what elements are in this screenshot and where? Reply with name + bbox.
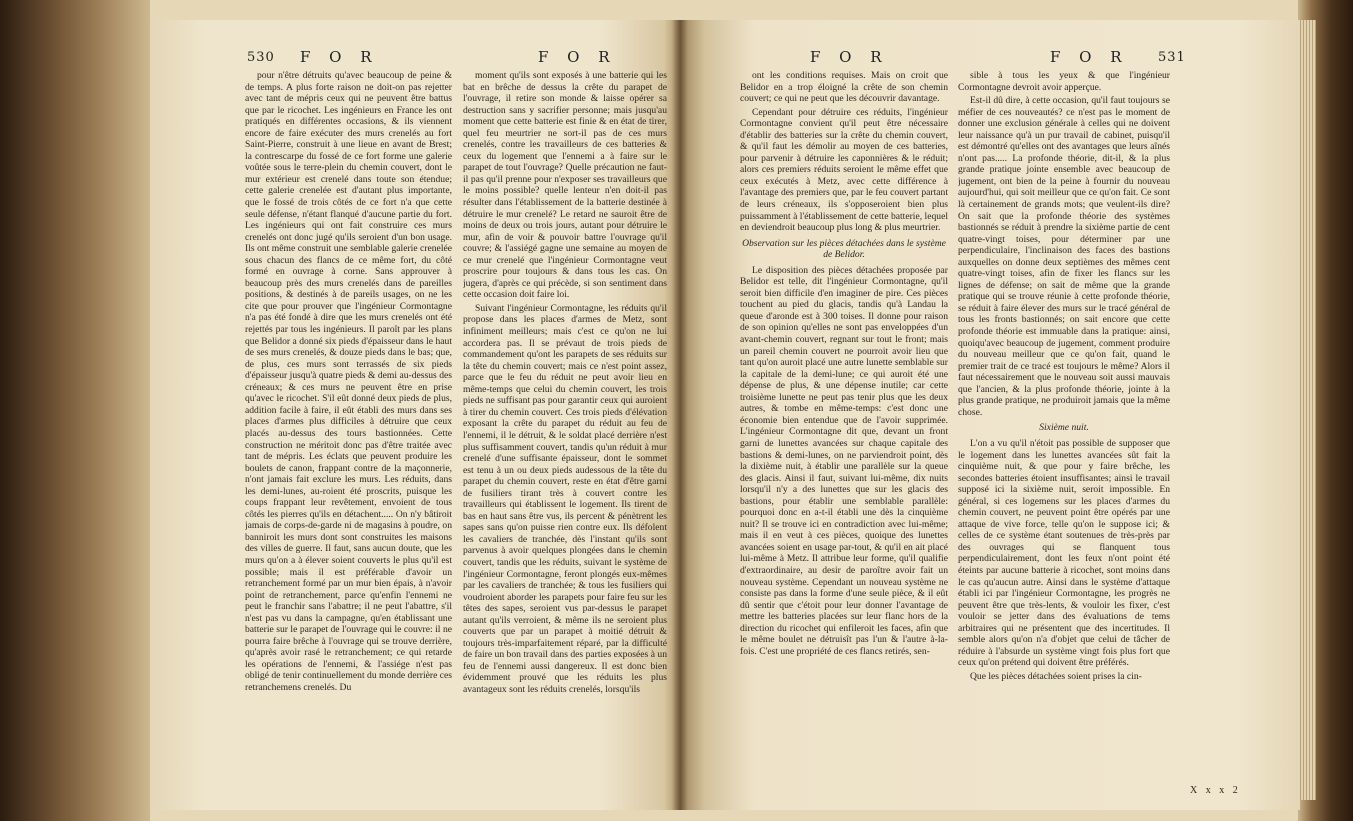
- signature-mark: X x x 2: [1190, 785, 1241, 796]
- left-column-1: [245, 70, 452, 702]
- page-edges: [1298, 20, 1316, 800]
- right-column-2: [958, 70, 1170, 710]
- right-running-head-1: F O R: [810, 48, 889, 66]
- section-heading-observation: Observation sur les pièces détachées dans le système de Belidor.: [742, 237, 946, 261]
- paragraph: Le disposition des pièces détachées proposée par Belidor est telle, dit l'ingénieur Cormontagne, qu'il seroit bien difficile d'en imaginer de pire. Ces pièces touchent au pied du glacis, tandis qu'à Landau la queue d'aronde est à 300 toises. Il donne pour raison de son opinion qu'elles ne sont pas enveloppées d'un avant-chemin couvert, regnant sur tout le front; mais un pareil chemin couvert ne pourroit avoir lieu que tant qu'on auroit placé une autre lunette semblable sur la capitale de la demi-lune; ce qui auroit été une dépense de plus, & une dépense inutile; car cette troisième lunette ne peut pas tenir plus que les deux autres, & tombe en même-temps: c'est donc une économie bien entendue que de l'avoir supprimée. L'ingénieur Cormontagne dit que, devant un front garni de lunettes avancées sur chaque capitale des bastions & demi-lunes, on ne parviendroit point, dès la dixième nuit, à établir une parallèle sur la queue des glacis. Ainsi il faut, suivant lui-même, dix nuits lorsqu'il n'y a des lunettes que sur les glacis des bastions, pour établir une semblable parallèle: pourquoi donc en a-t-il établi une dès la cinquième nuit? Il se trouve ici en contradiction avec lui-même; mais il en veut à ces pièces, quoique des lunettes avancées soient en usage par-tout, & qu'il en ait placé lui-même à Metz. Il attribue leur forme, qu'il qualifie d'extraordinaire, au desir de paroître avoir fait un nouveau système. Cependant un nouveau système ne consiste pas dans la forme d'une seule pièce, & il eût dû sentir que c'étoit pour leur donner l'avantage de mettre les batteries placées sur leur flanc hors de la direction du ricochet qui enfileroit les faces, afin que le même boulet ne détruisît pas l'un & l'autre à-la-fois. C'est une propriété de ces flancs retirés, sen-: [740, 264, 948, 657]
- left-page-number: 530: [247, 50, 275, 65]
- right-page-number: 531: [1158, 50, 1186, 65]
- section-heading-sixieme-nuit: Sixième nuit.: [1039, 422, 1089, 434]
- paragraph: L'on a vu qu'il n'étoit pas possible de supposer que le logement dans les lunettes avancées sût fait la cinquième nuit, & que pour y faire brêche, les secondes batteries étoient insuffisantes; ainsi le travail supposé ici la sixième nuit, seroit impossible. En général, si ces logemens sur les places d'armes du chemin couvert, ne peuvent point être opérés par une attaque de vive force, telle qu'on le suppose ici; & celles de ce système étant soutenues de très-près par des ouvrages qui se flanquent tous perpendiculairement, dont les feux n'ont point été éteints par aucune batterie à ricochet, sont moins dans le cas qu'aucun autre. Ainsi dans le système d'attaque établi ici par l'ingénieur Cormontagne, les progrès ne peuvent être que très-lents, & vouloir les fixer, c'est vouloir se jetter dans des évaluations de tems arbitraires qui ne présentent que des incertitudes. Il semble alors qu'on n'a d'objet que celui de tâcher de réduire à l'absurde un système vingt fois plus fort que ceux qu'on prétend qui doivent être préférés.: [958, 437, 1170, 669]
- gutter-shadow: [672, 20, 688, 810]
- left-column-2: [463, 70, 667, 702]
- paragraph: pour n'être détruits qu'avec beaucoup de peine & de temps. A plus forte raison ne doit-on pas rejetter avec tant de mépris ceux qui ne peuvent être battus que par le ricochet. Les ingénieurs en France les ont pratiqués en différentes occasions, & ils viennent encore de faire exécuter des murs crenelés au fort Saint-Pierre, construit à une lieue en avant de Brest; la contrescarpe du fossé de ce fort forme une galerie voûtée sous le terre-plein du chemin couvert, dont le mur extérieur est crenelé dans toute son étendue; cette galerie crenelée est d'autant plus importante, que le fossé de trois côtés de ce fort n'a que cette seule défense, n'étant flanqué d'aucune partie du fort. Les ingénieurs qui ont fait construire ces murs crenelés ont donc jugé qu'ils seroient d'un bon usage. Ils ont même construit une semblable galerie crenelée sous chacun des flancs de ce même fort, du côté formé en ouvrage à corne. Sans approuver à beaucoup près des murs crenelés dans de pareilles positions, & destinés à de pareils usages, on ne les cite que pour prouver que l'ingénieur Cormontagne n'a pas été fondé à dire que les murs crenelés ont été rejettés par tous les ingénieurs. Il paroît par les plans que Belidor a donné six pieds d'épaisseur dans le haut de ses murs crenelés, & douze pieds dans le bas; que, de plus, ces murs sont terrassés de six pieds d'épaisseur jusqu'à quatre pieds & demi au-dessus des créneaux; & ces murs ne peuvent être en prise qu'avec le ricochet. S'il eût donné deux pieds de plus, addition facile à faire, il eût établi des murs dans ses places d'armes plus difficiles à détruire que ceux placés au-dessus des tours bastionnées. Cette construction ne méritoit donc pas d'être traitée avec tant de mépris. Les éclats que peuvent produire les boulets de canon, frappant contre de la maçonnerie, n'ont jamais fait exclure les murs. Les réduits, dans les demi-lunes, au-roient été proscrits, puisque les coups frappant leur revêtement, envoient de tous côtés les pierres qu'ils en détachent..... On n'y bâtiroit jamais de corps-de-garde ni de magasins à poudre, on banniroit les murs dont sont construites les maisons des villes de guerre. Il faut, sans aucun doute, que les murs qu'on a à élever soient couverts le plus qu'il est possible; mais il est préférable d'avoir un retranchement formé par un mur bien épais, à n'avoir point de retranchement, parce qu'enfin l'ennemi ne peut le franchir sans l'abattre; il ne peut l'abattre, s'il n'est pas vu dans la campagne, qu'en établissant une batterie sur le parapet de l'ouvrage qui le couvre: il ne pourra faire brêche à l'ouvrage qui se trouve derrière, qu'après avoir rasé le retranchement; ce qui retarde les opérations de l'ennemi, & l'assiége n'est pas obligé de tenir continuellement du monde derrière ces retranchemens crenelés. Du: [245, 70, 452, 693]
- paragraph: Suivant l'ingénieur Cormontagne, les réduits qu'il propose dans les places d'armes de Metz, sont infiniment meilleurs; mais c'est ce qu'on ne lui accordera pas. Il se prévaut de trois pieds de commandement qu'ont les parapets de ses réduits sur la tête du chemin couvert; mais ce n'est point assez, parce que le feu du réduit ne peut avoir lieu en même-temps que celui du chemin couvert, les trois pieds ne suffisant pas pour garantir ceux qui auroient à tirer du chemin couvert. Ces trois pieds d'élévation exposant la crête du parapet du réduit au feu de l'ennemi, il le détruit, & le soldat placé derrière n'est plus suffisamment couvert, tandis qu'un réduit à mur crenelé d'une suffisante épaisseur, dont le sommet est tenu à un ou deux pieds audessous de la tête du parapet du chemin couvert, reste en état d'être garni de fusiliers tirant très à couvert contre les travailleurs qui établissent le logement. Ils tirent de bas en haut sans être vus, ils percent & pénètrent les sapes sans qu'on puisse rien contre eux. Ils défolent les cavaliers de tranchée, dès l'instant qu'ils sont parvenus à avoir quelques plongées dans le chemin couvert, tandis que les réduits, suivant le système de l'ingénieur Cormontagne, feront plongés eux-mêmes par les cavaliers de tranchée; & tous les fusiliers qui voudroient aborder les parapets pour faire feu sur les têtes des sapes, seroient vus par-dessus le parapet autant qu'ils verroient, & même ils ne seroient plus couverts que par un parapet à moitié détruit & toujours très-imparfaitement réparé, par la difficulté de faire un bon travail dans des parties exposées à un feu de l'ennemi aussi dangereux. Il est donc bien évidemment prouvé que les réduits les plus avantageux sont les réduits crenelés, lorsqu'ils: [463, 302, 667, 695]
- paragraph: Cependant pour détruire ces réduits, l'ingénieur Cormontagne convient qu'il peut être nécessaire d'établir des batteries sur la crête du chemin couvert, & qu'il faut les démolir au moyen de ces batteries, pour parvenir à détruire les caponnières & le réduit; alors ces premiers réduits seroient le même effet que ceux exécutés à Metz, avec cette différence à l'avantage des premiers que, par le feu couvert partant de leurs créneaux, ils s'opposeroient bien plus puissamment à l'établissement de cette batterie, lequel en deviendroit beaucoup plus long & plus meurtrier.: [740, 106, 948, 234]
- right-column-1: [740, 70, 948, 710]
- paragraph: sible à tous les yeux & que l'ingénieur Cormontagne devroit avoir apperçue.: [958, 70, 1170, 93]
- left-running-head-2: F O R: [538, 48, 617, 66]
- paragraph: ont les conditions requises. Mais on croit que Belidor en a trop éloigné la crête de son chemin couvert; ce qui ne peut que les découvrir davantage.: [740, 70, 948, 105]
- paragraph: Que les pièces détachées soient prises la cin-: [970, 670, 1142, 682]
- paragraph: moment qu'ils sont exposés à une batterie qui les bat en brêche de dessus la crête du parapet de l'ouvrage, il retire son monde & laisse opérer sa destruction sans y sacrifier personne; mais jusqu'au moment que cette batterie est finie & en état de tirer, quel feu meurtrier ne sort-il pas de ces murs crenelés, contre les travailleurs de ces batteries & ceux du logement que l'ennemi a à faire sur le parapet de tout l'ouvrage? Quelle précaution ne faut-il pas qu'il prenne pour n'exposer ses travailleurs que le moins possible? quelle lenteur n'en doit-il pas résulter dans l'établissement de la batterie destinée à détruire le mur crenelé? Le retard ne sauroit être de moins de deux ou trois jours, autant pour détruire le mur, afin de voir & pouvoir battre l'ouvrage qu'il couvre; & l'assiégé gagne une semaine au moyen de ce mur crenelé que l'ingénieur Cormontagne veut proscrire pour toujours & dans tous les cas. On jugera, d'après ce qui précède, si son sentiment dans cette occasion doit faire loi.: [463, 70, 667, 301]
- left-running-head-1: F O R: [300, 48, 379, 66]
- paragraph: Est-il dû dire, à cette occasion, qu'il faut toujours se méfier de ces nouveautés? ce n'est pas le moment de donner une exclusion générale à celles qui ne doivent leur naissance qu'à un pur travail de cabinet, puisqu'il est démontré qu'elles ont des avantages que leurs aînés n'ont pas..... La profonde théorie, dit-il, & la plus grande pratique jointe ensemble avec beaucoup de jugement, ont bien de la peine à fournir du nouveau aujourd'hui, qui soit meilleur que ce qu'on fait. Ce sont là certainement de grands mots; que veulent-ils dire? On sait que la profonde théorie des systèmes bastionnés se réduit à prendre la sixième partie de cent quatre-vingt toises, pour déterminer par une perpendiculaire, l'inclinaison des faces des bastions auxquelles on donne deux septièmes des mêmes cent quatre-vingt toises, afin de fixer les flancs sur les lignes de défense; on sait de même que la grande pratique qui se trouve réunie à cette profonde théorie, se réduit à faire élever des murs sur le tracé général de tous les fronts bastionnés; on sait encore que cette profonde théorie est immuable dans la pratique: ainsi, quoiqu'avec beaucoup de jugement, comment produire du nouveau meilleur que ce qu'on fait, quand le premier trait de ce tracé est toujours le même? Alors il faut nécessairement que le nouveau soit aussi mauvais que l'ancien, & la plus profonde théorie, jointe à la plus grande pratique, ne produiroit jamais que la même chose.: [958, 95, 1170, 418]
- right-running-head-2: F O R: [1050, 48, 1129, 66]
- book-cover-left: [0, 0, 150, 821]
